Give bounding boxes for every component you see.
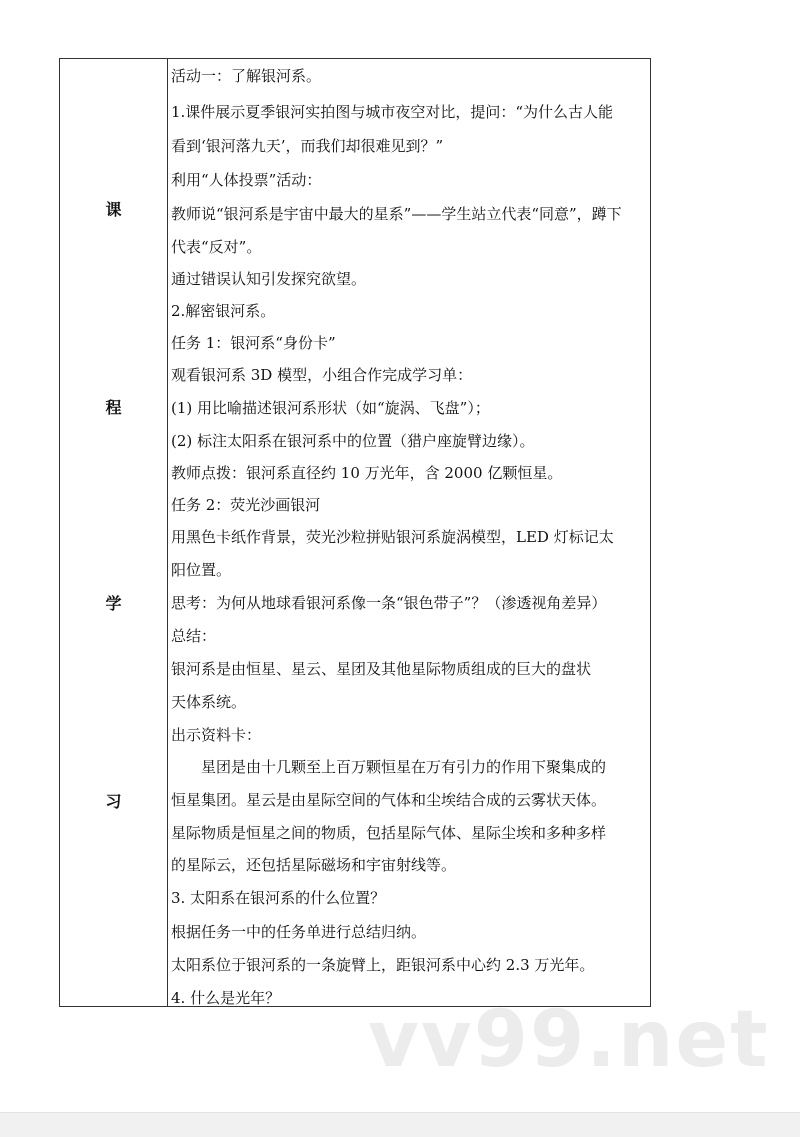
text-line: 出示资料卡： bbox=[171, 726, 262, 744]
viewer-bottom-bar bbox=[0, 1112, 800, 1137]
text-line: 观看银河系 3D 模型，小组合作完成学习单： bbox=[171, 366, 473, 384]
text-line: 阳位置。 bbox=[171, 561, 232, 579]
side-label-ke: 课 bbox=[105, 200, 122, 219]
text-line: 星际物质是恒星之间的物质，包括星际气体、星际尘埃和多种多样 bbox=[171, 824, 607, 842]
text-line: 任务 2：荧光沙画银河 bbox=[171, 496, 321, 514]
watermark: vv99.net bbox=[368, 995, 770, 1085]
text-line: 天体系统。 bbox=[171, 693, 247, 711]
text-line: 教师点拨：银河系直径约 10 万光年，含 2000 亿颗恒星。 bbox=[171, 464, 563, 482]
text-line: 3. 太阳系在银河系的什么位置？ bbox=[171, 889, 386, 907]
lesson-table bbox=[59, 58, 651, 1007]
text-line: 用黑色卡纸作背景，荧光沙粒拼贴银河系旋涡模型，LED 灯标记太 bbox=[171, 528, 614, 546]
text-line: 活动一：了解银河系。 bbox=[171, 67, 322, 85]
text-line: 太阳系位于银河系的一条旋臂上，距银河系中心约 2.3 万光年。 bbox=[171, 956, 595, 974]
text-line: 利用“人体投票”活动： bbox=[171, 171, 322, 189]
text-line: 看到‘银河落九天’，而我们却很难见到？” bbox=[171, 137, 444, 155]
column-divider bbox=[167, 59, 168, 1006]
side-label-xi: 习 bbox=[105, 792, 122, 811]
text-line: 的星际云，还包括星际磁场和宇宙射线等。 bbox=[171, 856, 457, 874]
text-line: 1.课件展示夏季银河实拍图与城市夜空对比，提问：“为什么古人能 bbox=[171, 103, 613, 121]
text-line: 2.解密银河系。 bbox=[171, 302, 276, 320]
text-line: (1) 用比喻描述银河系形状（如“旋涡、飞盘”）； bbox=[171, 399, 490, 417]
text-line: 根据任务一中的任务单进行总结归纳。 bbox=[171, 923, 427, 941]
text-line: 通过错误认知引发探究欲望。 bbox=[171, 270, 367, 288]
text-line: 银河系是由恒星、星云、星团及其他星际物质组成的巨大的盘状 bbox=[171, 660, 592, 678]
text-line: 教师说“银河系是宇宙中最大的星系”——学生站立代表“同意”，蹲下 bbox=[171, 205, 622, 223]
side-label-cheng: 程 bbox=[105, 398, 122, 417]
text-line: 思考：为何从地球看银河系像一条“银色带子”？（渗透视角差异） bbox=[171, 594, 607, 612]
text-line: 总结： bbox=[171, 627, 217, 645]
text-line: 代表“反对”。 bbox=[171, 238, 262, 256]
text-line: (2) 标注太阳系在银河系中的位置（猎户座旋臂边缘）。 bbox=[171, 432, 535, 450]
text-line: 星团是由十几颗至上百万颗恒星在万有引力的作用下聚集成的 bbox=[171, 758, 607, 776]
text-line: 恒星集团。星云是由星际空间的气体和尘埃结合成的云雾状天体。 bbox=[171, 791, 607, 809]
text-line: 4. 什么是光年？ bbox=[171, 989, 281, 1007]
text-line: 任务 1：银河系“身份卡” bbox=[171, 334, 336, 352]
side-label-xue: 学 bbox=[105, 594, 122, 613]
